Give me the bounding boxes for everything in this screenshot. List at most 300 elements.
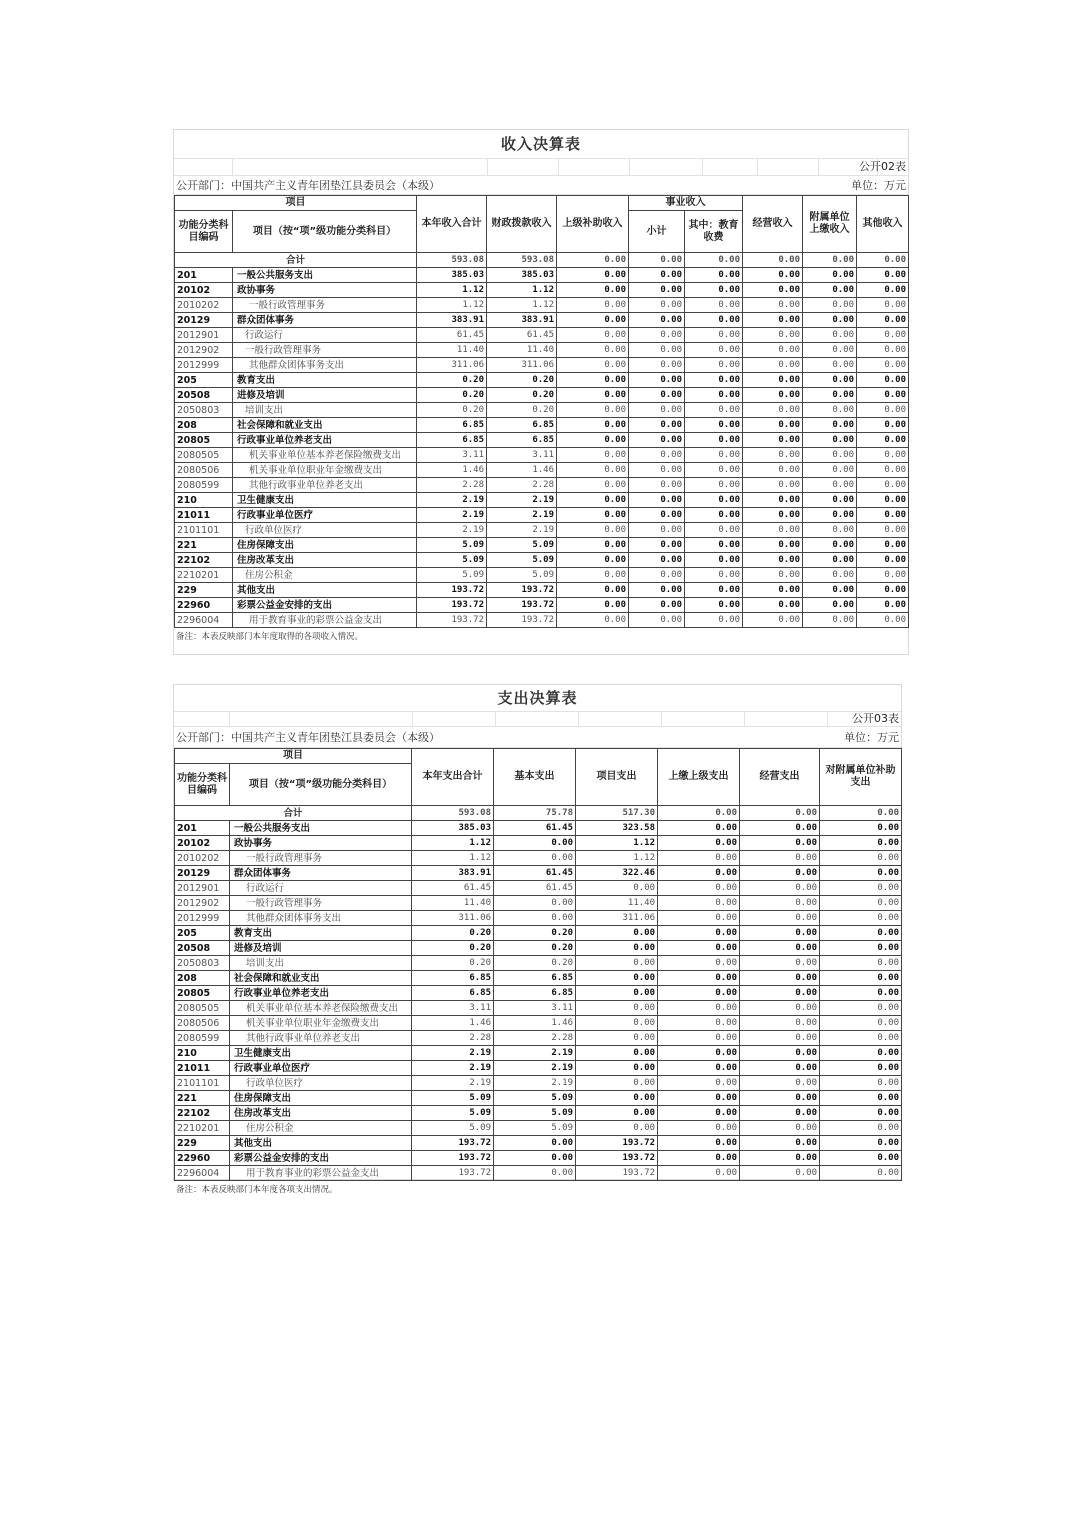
row-value: 5.09 bbox=[412, 1121, 494, 1136]
row-value: 2.19 bbox=[487, 523, 557, 538]
table-row bbox=[175, 283, 909, 298]
row-value: 0.00 bbox=[629, 343, 685, 358]
expense-header-code: 功能分类科目编码 bbox=[175, 764, 230, 806]
row-code: 21011 bbox=[175, 508, 233, 523]
row-value: 1.12 bbox=[417, 298, 487, 313]
row-code: 20129 bbox=[175, 313, 233, 328]
total-cell: 0.00 bbox=[685, 253, 743, 268]
row-value: 0.00 bbox=[557, 538, 629, 553]
row-value: 0.00 bbox=[743, 598, 803, 613]
row-value: 0.00 bbox=[743, 583, 803, 598]
row-value: 0.00 bbox=[740, 1016, 820, 1031]
row-value: 0.20 bbox=[417, 388, 487, 403]
row-value: 0.00 bbox=[803, 538, 857, 553]
row-name: 群众团体事务 bbox=[230, 866, 412, 881]
row-value: 0.00 bbox=[857, 403, 909, 418]
row-value: 5.09 bbox=[487, 568, 557, 583]
row-value: 385.03 bbox=[412, 821, 494, 836]
row-name: 彩票公益金安排的支出 bbox=[233, 598, 417, 613]
row-value: 0.00 bbox=[557, 373, 629, 388]
row-value: 0.00 bbox=[820, 836, 902, 851]
row-value: 0.00 bbox=[803, 568, 857, 583]
table-row bbox=[175, 328, 909, 343]
row-value: 0.00 bbox=[740, 1151, 820, 1166]
row-value: 0.00 bbox=[658, 1076, 740, 1091]
table-row bbox=[175, 268, 909, 283]
row-value: 0.00 bbox=[557, 508, 629, 523]
income-table-no: 公开02表 bbox=[859, 160, 906, 173]
row-value: 0.00 bbox=[629, 493, 685, 508]
row-value: 0.00 bbox=[820, 1001, 902, 1016]
row-value: 0.00 bbox=[658, 1136, 740, 1151]
row-value: 1.46 bbox=[417, 463, 487, 478]
row-code: 20102 bbox=[175, 283, 233, 298]
row-value: 0.00 bbox=[629, 403, 685, 418]
row-code: 2080506 bbox=[175, 463, 233, 478]
row-name: 住房改革支出 bbox=[233, 553, 417, 568]
row-value: 0.00 bbox=[857, 493, 909, 508]
row-value: 0.00 bbox=[740, 1136, 820, 1151]
row-value: 0.00 bbox=[658, 971, 740, 986]
income-header-edu: 其中：教育收费 bbox=[685, 211, 743, 253]
row-value: 0.00 bbox=[803, 268, 857, 283]
row-name: 社会保障和就业支出 bbox=[230, 971, 412, 986]
row-value: 385.03 bbox=[487, 268, 557, 283]
row-code: 20508 bbox=[175, 941, 230, 956]
row-value: 0.00 bbox=[685, 403, 743, 418]
row-value: 0.00 bbox=[740, 971, 820, 986]
row-name: 进修及培训 bbox=[230, 941, 412, 956]
row-value: 0.00 bbox=[658, 821, 740, 836]
total-row bbox=[175, 253, 909, 268]
row-code: 229 bbox=[175, 1136, 230, 1151]
row-value: 0.00 bbox=[658, 1106, 740, 1121]
expense-sheet bbox=[173, 684, 902, 1195]
income-sheet bbox=[173, 129, 909, 655]
income-blank-row bbox=[174, 158, 908, 176]
row-value: 2.19 bbox=[487, 493, 557, 508]
row-value: 5.09 bbox=[417, 568, 487, 583]
row-value: 1.46 bbox=[487, 463, 557, 478]
row-value: 0.00 bbox=[740, 1061, 820, 1076]
row-value: 0.00 bbox=[803, 433, 857, 448]
row-code: 2050803 bbox=[175, 956, 230, 971]
row-value: 0.00 bbox=[629, 388, 685, 403]
row-name: 一般行政管理事务 bbox=[233, 298, 417, 313]
row-value: 11.40 bbox=[412, 896, 494, 911]
row-value: 0.00 bbox=[685, 463, 743, 478]
row-value: 3.11 bbox=[494, 1001, 576, 1016]
row-value: 0.00 bbox=[576, 956, 658, 971]
row-value: 0.00 bbox=[803, 388, 857, 403]
row-value: 1.12 bbox=[487, 283, 557, 298]
row-code: 22102 bbox=[175, 553, 233, 568]
row-value: 0.20 bbox=[412, 941, 494, 956]
table-row bbox=[175, 373, 909, 388]
row-value: 0.00 bbox=[685, 373, 743, 388]
row-value: 2.19 bbox=[494, 1046, 576, 1061]
row-value: 0.00 bbox=[576, 1091, 658, 1106]
row-code: 2012902 bbox=[175, 896, 230, 911]
row-value: 0.00 bbox=[820, 1106, 902, 1121]
row-value: 0.00 bbox=[740, 836, 820, 851]
table-row bbox=[175, 956, 902, 971]
row-value: 6.85 bbox=[417, 418, 487, 433]
row-value: 0.20 bbox=[487, 373, 557, 388]
row-value: 0.00 bbox=[803, 283, 857, 298]
row-value: 0.00 bbox=[740, 866, 820, 881]
table-row bbox=[175, 403, 909, 418]
row-value: 0.00 bbox=[629, 478, 685, 493]
row-value: 0.00 bbox=[557, 343, 629, 358]
row-value: 0.00 bbox=[743, 328, 803, 343]
expense-blank-row bbox=[174, 711, 901, 727]
row-value: 0.00 bbox=[685, 613, 743, 628]
row-value: 193.72 bbox=[417, 613, 487, 628]
row-value: 0.00 bbox=[658, 941, 740, 956]
row-value: 2.19 bbox=[412, 1046, 494, 1061]
row-value: 2.19 bbox=[494, 1076, 576, 1091]
table-row bbox=[175, 343, 909, 358]
row-value: 0.00 bbox=[629, 583, 685, 598]
row-value: 0.00 bbox=[743, 553, 803, 568]
row-name: 培训支出 bbox=[233, 403, 417, 418]
income-dept: 公开部门：中国共产主义青年团垫江县委员会（本级） bbox=[176, 179, 440, 192]
row-value: 0.00 bbox=[576, 1061, 658, 1076]
row-value: 0.00 bbox=[740, 1106, 820, 1121]
row-value: 0.00 bbox=[803, 493, 857, 508]
table-row bbox=[175, 523, 909, 538]
row-value: 0.00 bbox=[743, 358, 803, 373]
row-value: 193.72 bbox=[487, 598, 557, 613]
row-value: 0.00 bbox=[557, 553, 629, 568]
total-cell: 75.78 bbox=[494, 806, 576, 821]
row-value: 0.00 bbox=[576, 941, 658, 956]
row-value: 0.00 bbox=[557, 358, 629, 373]
row-code: 20508 bbox=[175, 388, 233, 403]
row-value: 0.00 bbox=[820, 1016, 902, 1031]
table-row bbox=[175, 926, 902, 941]
row-code: 2010202 bbox=[175, 298, 233, 313]
row-value: 6.85 bbox=[487, 418, 557, 433]
row-value: 61.45 bbox=[412, 881, 494, 896]
row-value: 0.00 bbox=[857, 328, 909, 343]
row-value: 0.00 bbox=[576, 1076, 658, 1091]
expense-unit: 单位：万元 bbox=[844, 731, 899, 744]
table-row bbox=[175, 1001, 902, 1016]
row-value: 193.72 bbox=[417, 598, 487, 613]
expense-header-project-exp: 项目支出 bbox=[576, 749, 658, 806]
row-code: 2296004 bbox=[175, 613, 233, 628]
table-row bbox=[175, 313, 909, 328]
row-value: 0.00 bbox=[629, 538, 685, 553]
row-code: 2210201 bbox=[175, 1121, 230, 1136]
row-value: 0.00 bbox=[857, 268, 909, 283]
row-name: 教育支出 bbox=[230, 926, 412, 941]
row-value: 0.00 bbox=[685, 523, 743, 538]
row-value: 0.00 bbox=[803, 478, 857, 493]
row-code: 205 bbox=[175, 926, 230, 941]
table-row bbox=[175, 1091, 902, 1106]
row-value: 0.00 bbox=[820, 911, 902, 926]
row-value: 0.00 bbox=[857, 433, 909, 448]
row-value: 0.00 bbox=[820, 851, 902, 866]
row-value: 0.00 bbox=[629, 358, 685, 373]
row-value: 0.00 bbox=[658, 1061, 740, 1076]
row-value: 193.72 bbox=[487, 613, 557, 628]
total-cell: 0.00 bbox=[658, 806, 740, 821]
row-value: 0.00 bbox=[857, 613, 909, 628]
row-value: 0.00 bbox=[557, 583, 629, 598]
row-code: 229 bbox=[175, 583, 233, 598]
row-value: 383.91 bbox=[417, 313, 487, 328]
table-row bbox=[175, 1151, 902, 1166]
row-value: 0.00 bbox=[557, 613, 629, 628]
row-value: 0.20 bbox=[494, 956, 576, 971]
income-header-fiscal: 财政拨款收入 bbox=[487, 196, 557, 253]
row-name: 一般行政管理事务 bbox=[233, 343, 417, 358]
row-value: 193.72 bbox=[412, 1151, 494, 1166]
row-value: 0.00 bbox=[740, 941, 820, 956]
row-value: 0.00 bbox=[803, 373, 857, 388]
row-name: 教育支出 bbox=[233, 373, 417, 388]
row-code: 2012902 bbox=[175, 343, 233, 358]
row-value: 0.00 bbox=[629, 463, 685, 478]
income-header-career: 事业收入 bbox=[629, 196, 743, 211]
row-value: 0.00 bbox=[820, 926, 902, 941]
row-name: 行政事业单位养老支出 bbox=[233, 433, 417, 448]
row-name: 一般行政管理事务 bbox=[230, 896, 412, 911]
row-name: 机关事业单位基本养老保险缴费支出 bbox=[230, 1001, 412, 1016]
row-value: 0.00 bbox=[685, 418, 743, 433]
income-header-other: 其他收入 bbox=[857, 196, 909, 253]
row-value: 0.00 bbox=[820, 1046, 902, 1061]
row-value: 0.00 bbox=[658, 851, 740, 866]
row-value: 0.00 bbox=[820, 956, 902, 971]
expense-header-name: 项目（按“项”级功能分类科目） bbox=[230, 764, 412, 806]
table-row bbox=[175, 1031, 902, 1046]
row-value: 11.40 bbox=[576, 896, 658, 911]
row-value: 0.00 bbox=[857, 598, 909, 613]
row-value: 323.58 bbox=[576, 821, 658, 836]
row-name: 机关事业单位职业年金缴费支出 bbox=[230, 1016, 412, 1031]
row-value: 61.45 bbox=[494, 866, 576, 881]
row-value: 0.00 bbox=[857, 283, 909, 298]
expense-header-total: 本年支出合计 bbox=[412, 749, 494, 806]
row-value: 1.12 bbox=[417, 283, 487, 298]
row-value: 0.00 bbox=[629, 568, 685, 583]
row-value: 0.00 bbox=[629, 298, 685, 313]
row-value: 0.00 bbox=[557, 298, 629, 313]
row-value: 193.72 bbox=[576, 1151, 658, 1166]
row-name: 用于教育事业的彩票公益金支出 bbox=[233, 613, 417, 628]
row-value: 2.19 bbox=[412, 1061, 494, 1076]
row-value: 6.85 bbox=[417, 433, 487, 448]
row-value: 0.00 bbox=[820, 1061, 902, 1076]
row-value: 0.00 bbox=[685, 508, 743, 523]
table-row bbox=[175, 598, 909, 613]
row-code: 2080599 bbox=[175, 478, 233, 493]
row-value: 0.00 bbox=[740, 1031, 820, 1046]
row-value: 0.00 bbox=[857, 523, 909, 538]
row-value: 0.00 bbox=[743, 493, 803, 508]
row-value: 0.00 bbox=[820, 986, 902, 1001]
row-value: 0.00 bbox=[658, 1001, 740, 1016]
row-value: 3.11 bbox=[412, 1001, 494, 1016]
row-name: 进修及培训 bbox=[233, 388, 417, 403]
income-header-business: 经营收入 bbox=[743, 196, 803, 253]
row-name: 行政事业单位养老支出 bbox=[230, 986, 412, 1001]
row-value: 11.40 bbox=[487, 343, 557, 358]
row-value: 0.00 bbox=[803, 613, 857, 628]
income-table bbox=[174, 195, 909, 628]
row-value: 0.00 bbox=[743, 523, 803, 538]
row-code: 2080506 bbox=[175, 1016, 230, 1031]
row-name: 培训支出 bbox=[230, 956, 412, 971]
row-name: 其他群众团体事务支出 bbox=[230, 911, 412, 926]
row-value: 0.00 bbox=[803, 463, 857, 478]
row-value: 0.20 bbox=[417, 373, 487, 388]
table-row bbox=[175, 1106, 902, 1121]
expense-dept: 公开部门：中国共产主义青年团垫江县委员会（本级） bbox=[176, 731, 440, 744]
total-cell: 0.00 bbox=[820, 806, 902, 821]
table-row bbox=[175, 1121, 902, 1136]
row-code: 22960 bbox=[175, 598, 233, 613]
row-value: 193.72 bbox=[412, 1136, 494, 1151]
table-row bbox=[175, 1061, 902, 1076]
row-value: 0.00 bbox=[743, 478, 803, 493]
row-value: 1.46 bbox=[494, 1016, 576, 1031]
row-value: 5.09 bbox=[417, 538, 487, 553]
row-value: 1.46 bbox=[412, 1016, 494, 1031]
row-code: 20129 bbox=[175, 866, 230, 881]
row-value: 0.00 bbox=[743, 433, 803, 448]
row-name: 其他行政事业单位养老支出 bbox=[233, 478, 417, 493]
row-value: 0.00 bbox=[857, 478, 909, 493]
table-row bbox=[175, 1046, 902, 1061]
row-value: 0.00 bbox=[820, 896, 902, 911]
row-name: 行政单位医疗 bbox=[233, 523, 417, 538]
table-row bbox=[175, 866, 902, 881]
row-code: 20102 bbox=[175, 836, 230, 851]
table-row bbox=[175, 478, 909, 493]
row-name: 行政事业单位医疗 bbox=[230, 1061, 412, 1076]
table-row bbox=[175, 568, 909, 583]
row-value: 0.00 bbox=[685, 313, 743, 328]
row-value: 0.00 bbox=[494, 911, 576, 926]
row-value: 0.00 bbox=[743, 268, 803, 283]
expense-header-basic: 基本支出 bbox=[494, 749, 576, 806]
row-name: 卫生健康支出 bbox=[230, 1046, 412, 1061]
row-value: 0.00 bbox=[857, 583, 909, 598]
row-name: 住房保障支出 bbox=[233, 538, 417, 553]
income-header-project: 项目 bbox=[175, 196, 417, 211]
row-value: 0.00 bbox=[820, 1121, 902, 1136]
row-value: 311.06 bbox=[412, 911, 494, 926]
row-value: 0.00 bbox=[803, 598, 857, 613]
row-code: 22102 bbox=[175, 1106, 230, 1121]
row-value: 0.00 bbox=[576, 926, 658, 941]
row-value: 0.00 bbox=[743, 298, 803, 313]
income-header-affiliated: 附属单位上缴收入 bbox=[803, 196, 857, 253]
income-note: 备注：本表反映部门本年度取得的各项收入情况。 bbox=[176, 632, 364, 642]
row-value: 61.45 bbox=[494, 821, 576, 836]
table-row bbox=[175, 851, 902, 866]
row-value: 1.12 bbox=[576, 851, 658, 866]
income-header-superior: 上级补助收入 bbox=[557, 196, 629, 253]
row-value: 0.00 bbox=[740, 1166, 820, 1181]
row-value: 0.00 bbox=[576, 881, 658, 896]
row-value: 0.00 bbox=[576, 1046, 658, 1061]
table-row bbox=[175, 418, 909, 433]
income-table-body bbox=[175, 253, 909, 628]
table-row bbox=[175, 911, 902, 926]
row-value: 1.12 bbox=[412, 836, 494, 851]
row-value: 0.00 bbox=[857, 553, 909, 568]
row-name: 住房公积金 bbox=[233, 568, 417, 583]
row-value: 5.09 bbox=[494, 1121, 576, 1136]
row-name: 其他支出 bbox=[233, 583, 417, 598]
row-value: 0.00 bbox=[557, 493, 629, 508]
row-value: 0.00 bbox=[743, 388, 803, 403]
row-code: 221 bbox=[175, 1091, 230, 1106]
row-value: 0.00 bbox=[557, 598, 629, 613]
row-value: 0.00 bbox=[629, 523, 685, 538]
total-cell: 517.30 bbox=[576, 806, 658, 821]
row-value: 0.00 bbox=[658, 956, 740, 971]
row-value: 5.09 bbox=[494, 1106, 576, 1121]
row-name: 一般公共服务支出 bbox=[230, 821, 412, 836]
row-value: 0.20 bbox=[494, 926, 576, 941]
table-row bbox=[175, 508, 909, 523]
table-row bbox=[175, 941, 902, 956]
row-value: 0.00 bbox=[557, 418, 629, 433]
row-value: 0.00 bbox=[685, 268, 743, 283]
row-value: 0.00 bbox=[857, 448, 909, 463]
row-value: 0.00 bbox=[743, 508, 803, 523]
row-value: 0.00 bbox=[857, 358, 909, 373]
row-code: 205 bbox=[175, 373, 233, 388]
row-value: 0.00 bbox=[857, 463, 909, 478]
row-code: 22960 bbox=[175, 1151, 230, 1166]
row-value: 193.72 bbox=[576, 1166, 658, 1181]
row-value: 0.00 bbox=[740, 881, 820, 896]
row-value: 2.19 bbox=[412, 1076, 494, 1091]
table-row bbox=[175, 538, 909, 553]
row-code: 2080505 bbox=[175, 448, 233, 463]
expense-table-body bbox=[175, 806, 902, 1181]
row-name: 住房公积金 bbox=[230, 1121, 412, 1136]
expense-header-superior: 上缴上级支出 bbox=[658, 749, 740, 806]
row-code: 208 bbox=[175, 971, 230, 986]
table-row bbox=[175, 583, 909, 598]
row-value: 0.00 bbox=[658, 1151, 740, 1166]
table-row bbox=[175, 1076, 902, 1091]
row-value: 61.45 bbox=[417, 328, 487, 343]
row-name: 群众团体事务 bbox=[233, 313, 417, 328]
row-value: 311.06 bbox=[576, 911, 658, 926]
table-row bbox=[175, 1166, 902, 1181]
row-value: 0.00 bbox=[494, 896, 576, 911]
row-code: 221 bbox=[175, 538, 233, 553]
row-name: 其他行政事业单位养老支出 bbox=[230, 1031, 412, 1046]
row-value: 0.00 bbox=[629, 418, 685, 433]
expense-header-affiliated: 对附属单位补助支出 bbox=[820, 749, 902, 806]
row-value: 385.03 bbox=[417, 268, 487, 283]
row-value: 0.00 bbox=[685, 328, 743, 343]
row-name: 政协事务 bbox=[230, 836, 412, 851]
row-value: 11.40 bbox=[417, 343, 487, 358]
